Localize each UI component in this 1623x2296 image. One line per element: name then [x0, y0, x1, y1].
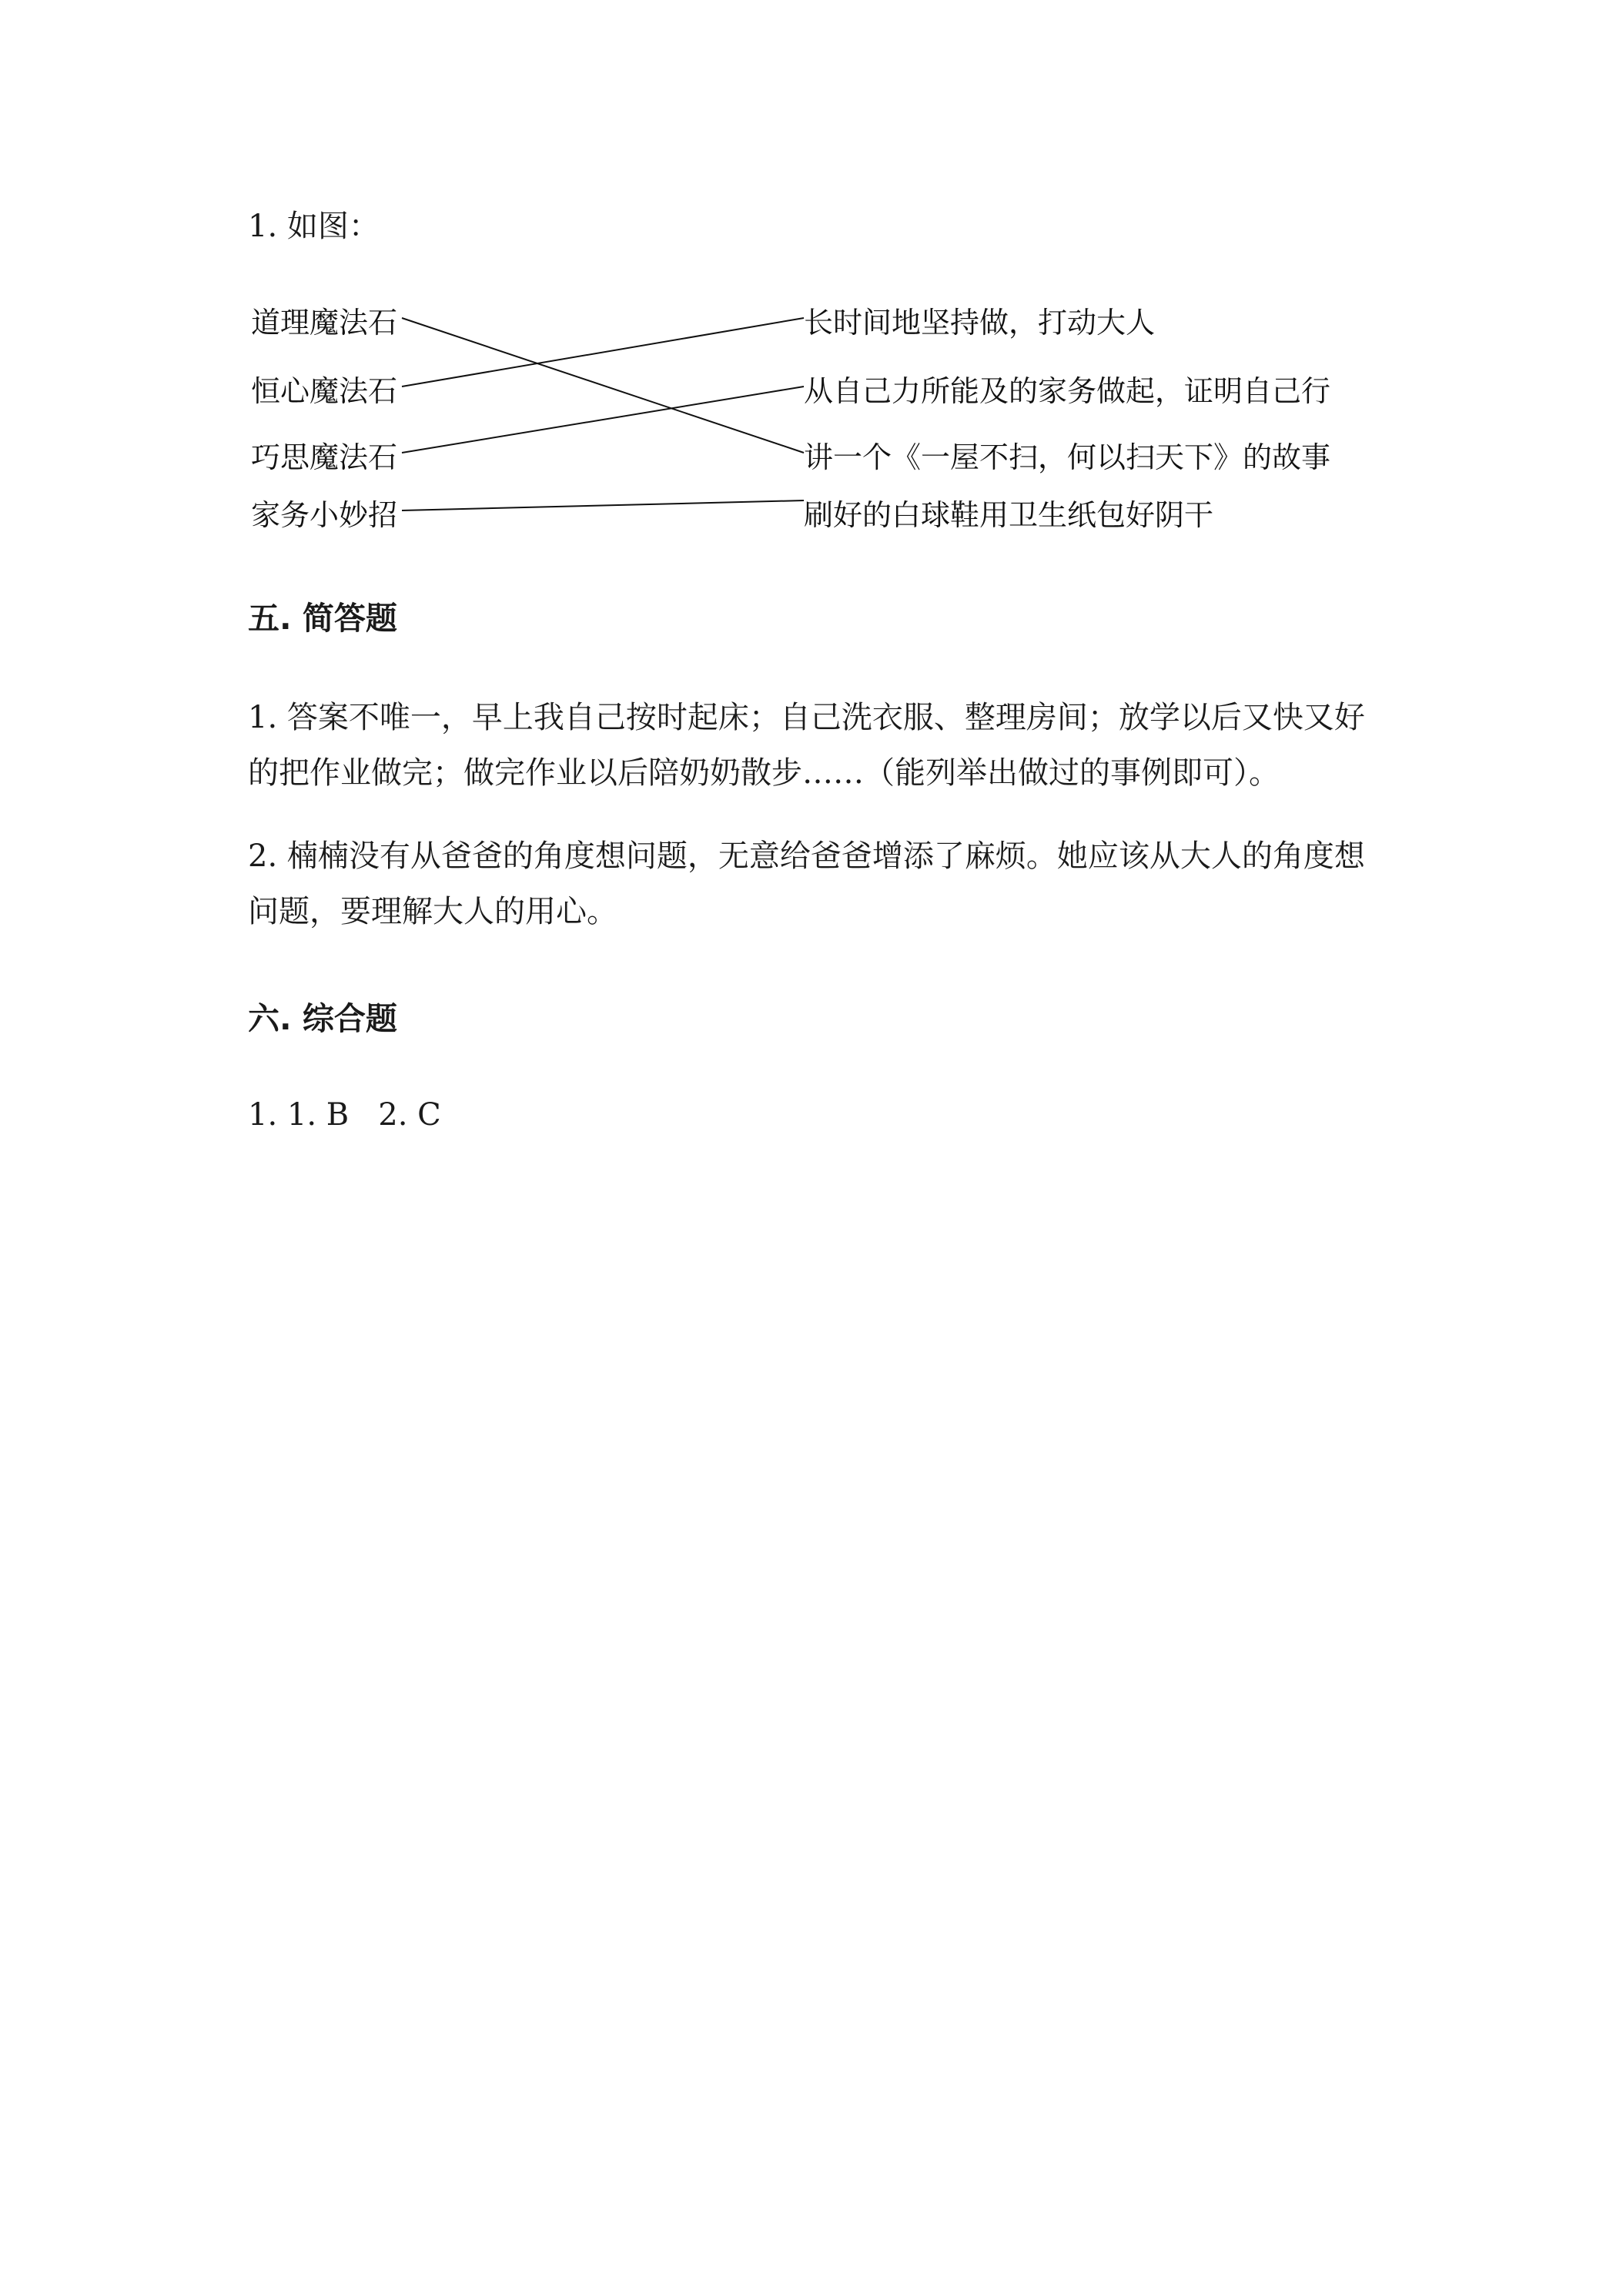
right-item-0: 长时间地坚持做，打动大人 — [804, 306, 1156, 340]
intro-line: 1. 如图： — [248, 209, 380, 244]
match-line-0 — [402, 318, 804, 453]
section5-answer-2: 2. 楠楠没有从爸爸的角度想问题，无意给爸爸增添了麻烦。她应该从大人的角度想问题，要理解大人的用心。 — [248, 838, 1365, 929]
left-item-2: 巧思魔法石 — [251, 440, 398, 474]
match-line-2 — [402, 387, 804, 453]
match-line-1 — [402, 318, 804, 387]
left-item-1: 恒心魔法石 — [251, 374, 398, 408]
right-item-1: 从自己力所能及的家务做起，证明自己行 — [804, 374, 1331, 408]
right-item-3: 刷好的白球鞋用卫生纸包好阴干 — [804, 498, 1214, 532]
left-item-0: 道理魔法石 — [251, 306, 398, 340]
section6-title: 六. 综合题 — [248, 1000, 397, 1037]
section5-answer-1: 1. 答案不唯一，早上我自己按时起床；自己洗衣服、整理房间；放学以后又快又好的把作业做完；做完作业以后陪奶奶散步……（能列举出做过的事例即可）。 — [248, 700, 1365, 791]
left-item-3: 家务小妙招 — [251, 498, 398, 532]
match-line-3 — [402, 500, 804, 510]
section5-title: 五. 简答题 — [248, 600, 397, 637]
right-item-2: 讲一个《一屋不扫，何以扫天下》的故事 — [804, 440, 1331, 474]
section6-answer: 1. 1. B 2. C — [248, 1097, 441, 1133]
